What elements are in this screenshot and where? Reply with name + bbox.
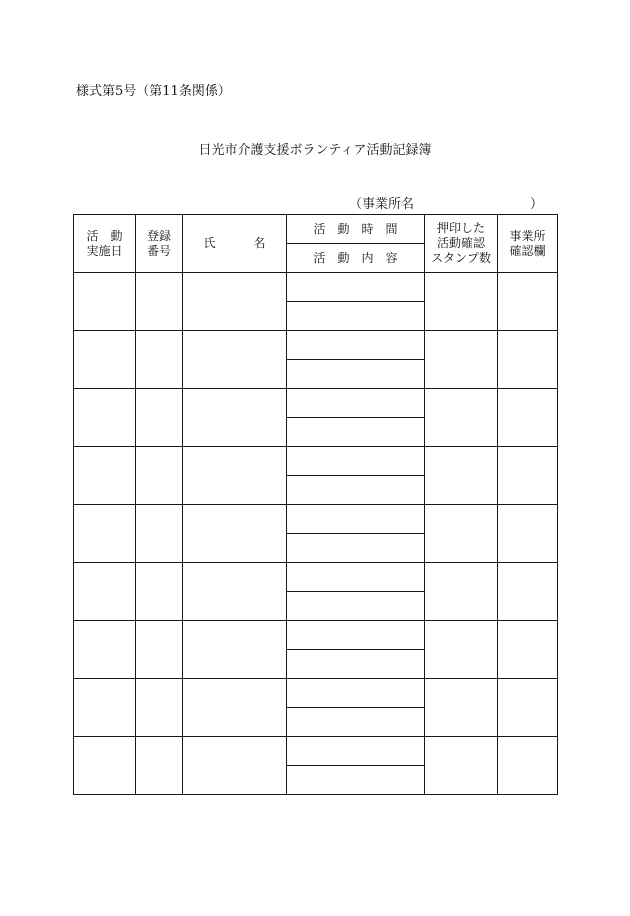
cell-name[interactable] [183,505,287,563]
cell-activity-content[interactable] [287,534,425,563]
table-row [74,505,558,534]
header-name-part2: 名 [253,236,266,250]
cell-office-confirmation[interactable] [498,389,558,447]
header-stamp-count-line3: スタンプ数 [430,251,491,265]
cell-registration-number[interactable] [136,737,183,795]
table-row [74,679,558,708]
cell-name[interactable] [183,737,287,795]
header-stamp-count [425,215,498,273]
cell-name[interactable] [183,389,287,447]
cell-activity-content[interactable] [287,476,425,505]
cell-stamp-count[interactable] [425,273,498,331]
cell-activity-time[interactable] [287,505,425,534]
table-header-row [74,215,558,244]
table-row [74,737,558,766]
cell-activity-date[interactable] [74,389,136,447]
cell-activity-content[interactable] [287,708,425,737]
cell-stamp-count[interactable] [425,447,498,505]
office-name-close-bracket: ） [530,197,544,212]
table-row [74,331,558,360]
header-office-confirmation [498,215,558,273]
cell-activity-time[interactable] [287,447,425,476]
table-row [74,621,558,650]
cell-activity-date[interactable] [74,447,136,505]
header-registration-number [136,215,183,273]
cell-stamp-count[interactable] [425,737,498,795]
form-number: 様式第5号（第11条関係） [76,84,231,99]
header-activity-date-line2: 実施日 [86,243,123,258]
cell-activity-date[interactable] [74,737,136,795]
header-activity-content: 活 動 内 容 [287,244,425,273]
cell-activity-time[interactable] [287,679,425,708]
cell-registration-number[interactable] [136,447,183,505]
cell-activity-time[interactable] [287,737,425,766]
cell-activity-content[interactable] [287,360,425,389]
cell-activity-time[interactable] [287,331,425,360]
cell-activity-content[interactable] [287,418,425,447]
header-name [183,215,287,273]
cell-activity-time[interactable] [287,563,425,592]
cell-name[interactable] [183,563,287,621]
cell-registration-number[interactable] [136,273,183,331]
cell-registration-number[interactable] [136,505,183,563]
cell-activity-content[interactable] [287,650,425,679]
cell-name[interactable] [183,621,287,679]
cell-stamp-count[interactable] [425,621,498,679]
table-row [74,389,558,418]
cell-office-confirmation[interactable] [498,331,558,389]
cell-office-confirmation[interactable] [498,505,558,563]
cell-activity-date[interactable] [74,621,136,679]
header-office-confirmation-line2: 確認欄 [509,243,546,258]
cell-name[interactable] [183,447,287,505]
cell-office-confirmation[interactable] [498,563,558,621]
document-title: 日光市介護支援ボランティア活動記録簿 [198,143,432,158]
cell-registration-number[interactable] [136,389,183,447]
cell-name[interactable] [183,679,287,737]
cell-activity-time[interactable] [287,389,425,418]
cell-office-confirmation[interactable] [498,679,558,737]
cell-activity-date[interactable] [74,331,136,389]
cell-activity-date[interactable] [74,505,136,563]
cell-activity-content[interactable] [287,592,425,621]
cell-registration-number[interactable] [136,679,183,737]
cell-activity-content[interactable] [287,302,425,331]
table-row [74,273,558,302]
cell-name[interactable] [183,273,287,331]
table-body [74,273,558,795]
cell-registration-number[interactable] [136,621,183,679]
cell-office-confirmation[interactable] [498,737,558,795]
cell-office-confirmation[interactable] [498,621,558,679]
header-registration-number-line1: 登録 [146,228,171,243]
cell-activity-content[interactable] [287,766,425,795]
cell-office-confirmation[interactable] [498,447,558,505]
cell-stamp-count[interactable] [425,679,498,737]
cell-office-confirmation[interactable] [498,273,558,331]
cell-stamp-count[interactable] [425,389,498,447]
header-activity-time: 活 動 時 間 [287,215,425,244]
cell-stamp-count[interactable] [425,505,498,563]
header-office-confirmation-line1: 事業所 [509,228,546,243]
cell-registration-number[interactable] [136,331,183,389]
cell-name[interactable] [183,331,287,389]
cell-stamp-count[interactable] [425,563,498,621]
activity-record-table [73,214,558,795]
cell-stamp-count[interactable] [425,331,498,389]
cell-activity-time[interactable] [287,273,425,302]
table-row [74,563,558,592]
cell-activity-time[interactable] [287,621,425,650]
cell-activity-date[interactable] [74,563,136,621]
header-registration-number-line2: 番号 [146,243,171,258]
cell-activity-date[interactable] [74,273,136,331]
cell-activity-date[interactable] [74,679,136,737]
header-activity-date-line1: 活 動 [86,228,123,243]
header-name-part1: 氏 [203,236,216,250]
cell-registration-number[interactable] [136,563,183,621]
header-activity-date [74,215,136,273]
header-stamp-count-line2: 活動確認 [436,236,485,250]
office-name-label: （事業所名 [349,197,415,212]
header-stamp-count-line1: 押印した [436,221,485,235]
table-row [74,447,558,476]
